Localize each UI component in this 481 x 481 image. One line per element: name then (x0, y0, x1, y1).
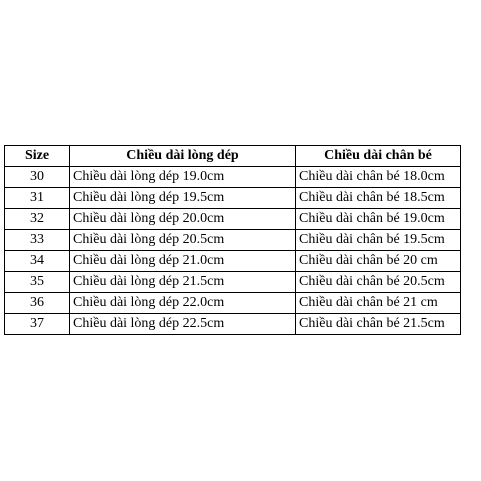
sole-length-cell: Chiều dài lòng dép 22.5cm (70, 314, 296, 335)
size-cell: 35 (5, 272, 70, 293)
sole-length-cell: Chiều dài lòng dép 22.0cm (70, 293, 296, 314)
size-cell: 37 (5, 314, 70, 335)
table-row (5, 314, 461, 335)
foot-length-cell: Chiều dài chân bé 18.0cm (296, 167, 461, 188)
header-foot-length: Chiều dài chân bé (296, 146, 461, 167)
header-sole-length: Chiều dài lòng dép (70, 146, 296, 167)
sole-length-cell: Chiều dài lòng dép 19.0cm (70, 167, 296, 188)
table-row (5, 272, 461, 293)
foot-length-cell: Chiều dài chân bé 21.5cm (296, 314, 461, 335)
foot-length-cell: Chiều dài chân bé 19.5cm (296, 230, 461, 251)
table-row (5, 251, 461, 272)
size-cell: 34 (5, 251, 70, 272)
foot-length-cell: Chiều dài chân bé 20 cm (296, 251, 461, 272)
foot-length-cell: Chiều dài chân bé 18.5cm (296, 188, 461, 209)
size-cell: 32 (5, 209, 70, 230)
sole-length-cell: Chiều dài lòng dép 19.5cm (70, 188, 296, 209)
sole-length-cell: Chiều dài lòng dép 21.5cm (70, 272, 296, 293)
table-row (5, 188, 461, 209)
foot-length-cell: Chiều dài chân bé 21 cm (296, 293, 461, 314)
size-cell: 30 (5, 167, 70, 188)
foot-length-cell: Chiều dài chân bé 20.5cm (296, 272, 461, 293)
size-cell: 36 (5, 293, 70, 314)
foot-length-cell: Chiều dài chân bé 19.0cm (296, 209, 461, 230)
size-cell: 33 (5, 230, 70, 251)
table-row (5, 209, 461, 230)
sole-length-cell: Chiều dài lòng dép 21.0cm (70, 251, 296, 272)
sole-length-cell: Chiều dài lòng dép 20.0cm (70, 209, 296, 230)
header-size: Size (5, 146, 70, 167)
size-chart-table (4, 145, 461, 335)
table-row (5, 230, 461, 251)
table-row (5, 167, 461, 188)
sole-length-cell: Chiều dài lòng dép 20.5cm (70, 230, 296, 251)
table-row (5, 293, 461, 314)
header-row (5, 146, 461, 167)
size-cell: 31 (5, 188, 70, 209)
